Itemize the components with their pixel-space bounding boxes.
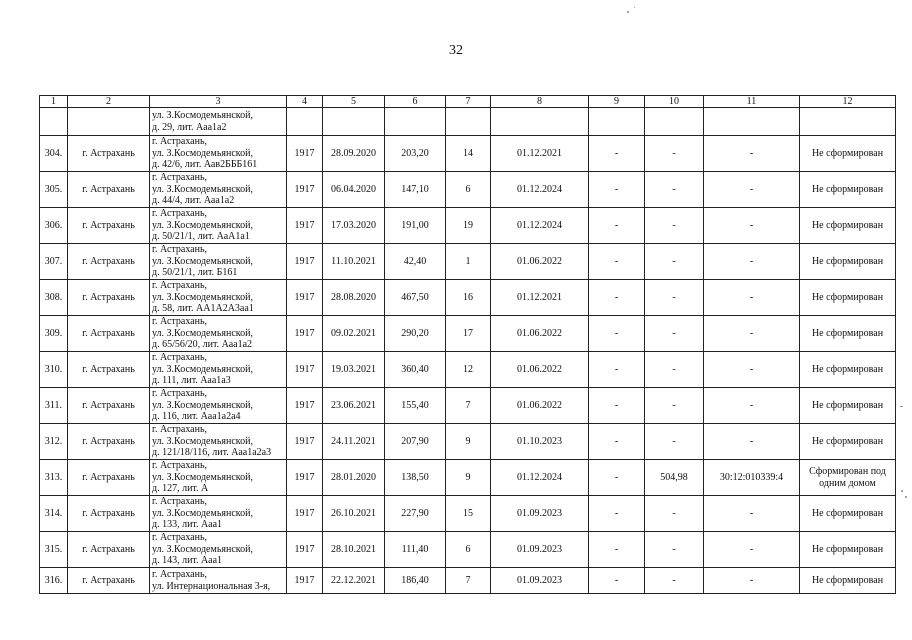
- area-cell: 147,10: [385, 172, 446, 208]
- housing-registry-table: [39, 95, 896, 594]
- row-number-cell: [40, 108, 68, 136]
- address-line: д. 42/6, лит. Аав2БББ161: [152, 159, 258, 171]
- count-cell: 19: [446, 208, 491, 244]
- deadline-cell: 01.10.2023: [491, 424, 589, 460]
- address-line: г. Астрахань,: [152, 532, 208, 544]
- cadastral-number-cell: -: [704, 532, 800, 568]
- count-cell: 6: [446, 172, 491, 208]
- address-line: д. 143, лит. Ааа1: [152, 555, 223, 567]
- land-area-cell: -: [645, 352, 704, 388]
- address-line: ул. З.Космодемьянской,: [152, 183, 253, 195]
- area-cell: 42,40: [385, 244, 446, 280]
- city-cell: г. Астрахань: [68, 244, 150, 280]
- status-cell: Не сформирован: [800, 568, 896, 594]
- column-number: 1: [40, 96, 68, 108]
- column-number: 8: [491, 96, 589, 108]
- col9-cell: [589, 108, 645, 136]
- address-cell: [150, 496, 287, 532]
- col9-cell: -: [589, 244, 645, 280]
- address-line: г. Астрахань,: [152, 208, 208, 220]
- column-number: 2: [68, 96, 150, 108]
- address-line: г. Астрахань,: [152, 316, 208, 328]
- city-cell: г. Астрахань: [68, 388, 150, 424]
- date-cell: 06.04.2020: [323, 172, 385, 208]
- deadline-cell: [491, 108, 589, 136]
- year-cell: 1917: [287, 244, 323, 280]
- status-cell: [800, 108, 896, 136]
- table-row: [40, 316, 896, 352]
- city-cell: г. Астрахань: [68, 280, 150, 316]
- row-number-cell: 314.: [40, 496, 68, 532]
- status-cell: Сформирован под одним домом: [800, 460, 896, 496]
- address-line: д. 44/4, лит. Ааа1а2: [152, 195, 235, 207]
- address-cell: [150, 460, 287, 496]
- row-number-cell: 310.: [40, 352, 68, 388]
- table-row: [40, 568, 896, 594]
- date-cell: 24.11.2021: [323, 424, 385, 460]
- address-cell: [150, 108, 287, 136]
- year-cell: 1917: [287, 388, 323, 424]
- land-area-cell: -: [645, 280, 704, 316]
- date-cell: 22.12.2021: [323, 568, 385, 594]
- address-cell: [150, 172, 287, 208]
- row-number-cell: 315.: [40, 532, 68, 568]
- date-cell: 28.01.2020: [323, 460, 385, 496]
- status-cell: Не сформирован: [800, 352, 896, 388]
- year-cell: 1917: [287, 352, 323, 388]
- address-line: ул. З.Космодемьянской,: [152, 471, 253, 483]
- col9-cell: -: [589, 388, 645, 424]
- address-line: г. Астрахань,: [152, 244, 208, 256]
- date-cell: 28.09.2020: [323, 136, 385, 172]
- cadastral-number-cell: -: [704, 496, 800, 532]
- count-cell: 7: [446, 388, 491, 424]
- address-line: ул. З.Космодемьянской,: [152, 219, 253, 231]
- address-line: г. Астрахань,: [152, 424, 208, 436]
- row-number-cell: 312.: [40, 424, 68, 460]
- area-cell: 290,20: [385, 316, 446, 352]
- column-number: 7: [446, 96, 491, 108]
- year-cell: 1917: [287, 568, 323, 594]
- cadastral-number-cell: -: [704, 388, 800, 424]
- count-cell: [446, 108, 491, 136]
- year-cell: 1917: [287, 172, 323, 208]
- col9-cell: -: [589, 460, 645, 496]
- deadline-cell: 01.12.2021: [491, 280, 589, 316]
- address-line: ул. З.Космодемьянской,: [152, 543, 253, 555]
- col9-cell: -: [589, 352, 645, 388]
- land-area-cell: -: [645, 388, 704, 424]
- address-line: ул. З.Космодемьянской,: [152, 147, 253, 159]
- year-cell: 1917: [287, 424, 323, 460]
- status-cell: Не сформирован: [800, 244, 896, 280]
- address-line: ул. З.Космодемьянской,: [152, 291, 253, 303]
- address-line: д. 127, лит. А: [152, 483, 209, 495]
- status-cell: Не сформирован: [800, 280, 896, 316]
- year-cell: 1917: [287, 316, 323, 352]
- address-cell: [150, 208, 287, 244]
- scan-speck: [634, 7, 635, 8]
- scan-speck: [905, 496, 907, 498]
- land-area-cell: 504,98: [645, 460, 704, 496]
- table-row: [40, 460, 896, 496]
- table-row: [40, 496, 896, 532]
- count-cell: 9: [446, 424, 491, 460]
- address-line: г. Астрахань,: [152, 460, 208, 472]
- address-cell: [150, 352, 287, 388]
- address-cell: [150, 316, 287, 352]
- date-cell: 19.03.2021: [323, 352, 385, 388]
- deadline-cell: 01.12.2021: [491, 136, 589, 172]
- table-row: [40, 244, 896, 280]
- status-cell: Не сформирован: [800, 172, 896, 208]
- land-area-cell: -: [645, 568, 704, 594]
- address-line: д. 116, лит. Ааа1а2а4: [152, 411, 241, 423]
- address-line: ул. З.Космодемьянской,: [152, 435, 253, 447]
- area-cell: [385, 108, 446, 136]
- address-line: ул. З.Космодемьянской,: [152, 255, 253, 267]
- deadline-cell: 01.12.2024: [491, 172, 589, 208]
- city-cell: г. Астрахань: [68, 424, 150, 460]
- address-cell: [150, 388, 287, 424]
- address-line: г. Астрахань,: [152, 280, 208, 292]
- deadline-cell: 01.09.2023: [491, 532, 589, 568]
- column-number: 11: [704, 96, 800, 108]
- address-line: г. Астрахань,: [152, 136, 208, 148]
- city-cell: г. Астрахань: [68, 208, 150, 244]
- city-cell: г. Астрахань: [68, 316, 150, 352]
- address-cell: [150, 280, 287, 316]
- table-row: [40, 208, 896, 244]
- land-area-cell: [645, 108, 704, 136]
- address-cell: [150, 136, 287, 172]
- count-cell: 15: [446, 496, 491, 532]
- column-number-row: [40, 96, 896, 108]
- table-row: [40, 280, 896, 316]
- date-cell: [323, 108, 385, 136]
- address-line: д. 111, лит. Ааа1а3: [152, 375, 231, 387]
- page-number: 32: [449, 43, 463, 58]
- cadastral-number-cell: -: [704, 280, 800, 316]
- table-row: [40, 172, 896, 208]
- year-cell: 1917: [287, 280, 323, 316]
- land-area-cell: -: [645, 244, 704, 280]
- year-cell: 1917: [287, 208, 323, 244]
- area-cell: 186,40: [385, 568, 446, 594]
- area-cell: 203,20: [385, 136, 446, 172]
- year-cell: 1917: [287, 496, 323, 532]
- count-cell: 16: [446, 280, 491, 316]
- city-cell: г. Астрахань: [68, 460, 150, 496]
- row-number-cell: 306.: [40, 208, 68, 244]
- count-cell: 14: [446, 136, 491, 172]
- date-cell: 28.08.2020: [323, 280, 385, 316]
- city-cell: г. Астрахань: [68, 568, 150, 594]
- address-line: д. 50/21/1, лит. Б161: [152, 267, 238, 279]
- deadline-cell: 01.09.2023: [491, 496, 589, 532]
- address-line: г. Астрахань,: [152, 496, 208, 508]
- year-cell: 1917: [287, 460, 323, 496]
- year-cell: [287, 108, 323, 136]
- land-area-cell: -: [645, 424, 704, 460]
- deadline-cell: 01.06.2022: [491, 244, 589, 280]
- address-cell: [150, 424, 287, 460]
- col9-cell: -: [589, 496, 645, 532]
- address-line: г. Астрахань,: [152, 569, 208, 580]
- table-row: [40, 424, 896, 460]
- city-cell: г. Астрахань: [68, 172, 150, 208]
- row-number-cell: 311.: [40, 388, 68, 424]
- area-cell: 111,40: [385, 532, 446, 568]
- land-area-cell: -: [645, 172, 704, 208]
- address-line: ул. Интернациональная 3-я,: [152, 580, 271, 592]
- cadastral-number-cell: -: [704, 568, 800, 594]
- address-line: ул. З.Космодемьянской,: [152, 507, 253, 519]
- address-cell: [150, 532, 287, 568]
- area-cell: 467,50: [385, 280, 446, 316]
- row-number-cell: 305.: [40, 172, 68, 208]
- area-cell: 207,90: [385, 424, 446, 460]
- col9-cell: -: [589, 280, 645, 316]
- col9-cell: -: [589, 172, 645, 208]
- status-cell: Не сформирован: [800, 316, 896, 352]
- area-cell: 227,90: [385, 496, 446, 532]
- deadline-cell: 01.09.2023: [491, 568, 589, 594]
- column-number: 10: [645, 96, 704, 108]
- city-cell: г. Астрахань: [68, 352, 150, 388]
- address-line: ул. З.Космодемьянской,: [152, 399, 253, 411]
- deadline-cell: 01.12.2024: [491, 208, 589, 244]
- address-line: г. Астрахань,: [152, 352, 208, 364]
- count-cell: 12: [446, 352, 491, 388]
- date-cell: 11.10.2021: [323, 244, 385, 280]
- city-cell: г. Астрахань: [68, 532, 150, 568]
- address-line: г. Астрахань,: [152, 388, 208, 400]
- address-line: д. 29, лит. Ааа1а2: [152, 121, 227, 133]
- cadastral-number-cell: -: [704, 172, 800, 208]
- count-cell: 17: [446, 316, 491, 352]
- col9-cell: -: [589, 316, 645, 352]
- status-cell: Не сформирован: [800, 208, 896, 244]
- count-cell: 9: [446, 460, 491, 496]
- address-line: ул. З.Космодемьянской,: [152, 363, 253, 375]
- year-cell: 1917: [287, 136, 323, 172]
- status-cell: Не сформирован: [800, 424, 896, 460]
- date-cell: 09.02.2021: [323, 316, 385, 352]
- address-line: г. Астрахань,: [152, 172, 208, 184]
- address-line: д. 58, лит. АА1А2А3аа1: [152, 303, 254, 315]
- count-cell: 6: [446, 532, 491, 568]
- date-cell: 23.06.2021: [323, 388, 385, 424]
- city-cell: [68, 108, 150, 136]
- date-cell: 17.03.2020: [323, 208, 385, 244]
- land-area-cell: -: [645, 136, 704, 172]
- column-number: 9: [589, 96, 645, 108]
- count-cell: 1: [446, 244, 491, 280]
- address-line: д. 133, лит. Ааа1: [152, 519, 223, 531]
- scan-speck: [900, 406, 903, 407]
- status-cell: Не сформирован: [800, 388, 896, 424]
- cadastral-number-cell: 30:12:010339:4: [704, 460, 800, 496]
- row-number-cell: 307.: [40, 244, 68, 280]
- address-cell: [150, 568, 287, 594]
- date-cell: 28.10.2021: [323, 532, 385, 568]
- address-line: ул. З.Космодемьянской,: [152, 110, 253, 121]
- col9-cell: -: [589, 568, 645, 594]
- row-number-cell: 316.: [40, 568, 68, 594]
- table-row: [40, 388, 896, 424]
- row-number-cell: 308.: [40, 280, 68, 316]
- deadline-cell: 01.06.2022: [491, 316, 589, 352]
- area-cell: 191,00: [385, 208, 446, 244]
- city-cell: г. Астрахань: [68, 496, 150, 532]
- column-number: 6: [385, 96, 446, 108]
- row-number-cell: 313.: [40, 460, 68, 496]
- address-line: ул. З.Космодемьянской,: [152, 327, 253, 339]
- count-cell: 7: [446, 568, 491, 594]
- col9-cell: -: [589, 136, 645, 172]
- area-cell: 360,40: [385, 352, 446, 388]
- scan-speck: [901, 490, 903, 492]
- col9-cell: -: [589, 208, 645, 244]
- col9-cell: -: [589, 424, 645, 460]
- address-line: д. 65/56/20, лит. Ааа1а2: [152, 339, 253, 351]
- deadline-cell: 01.12.2024: [491, 460, 589, 496]
- status-cell: Не сформирован: [800, 136, 896, 172]
- address-line: д. 121/18/116, лит. Ааа1а2а3: [152, 447, 272, 459]
- row-number-cell: 309.: [40, 316, 68, 352]
- cadastral-number-cell: -: [704, 136, 800, 172]
- deadline-cell: 01.06.2022: [491, 388, 589, 424]
- scan-speck: [627, 11, 629, 13]
- cadastral-number-cell: -: [704, 352, 800, 388]
- col9-cell: -: [589, 532, 645, 568]
- column-number: 4: [287, 96, 323, 108]
- column-number: 3: [150, 96, 287, 108]
- land-area-cell: -: [645, 496, 704, 532]
- column-number: 12: [800, 96, 896, 108]
- address-cell: [150, 244, 287, 280]
- cadastral-number-cell: -: [704, 244, 800, 280]
- cadastral-number-cell: [704, 108, 800, 136]
- column-number: 5: [323, 96, 385, 108]
- cadastral-number-cell: -: [704, 208, 800, 244]
- land-area-cell: -: [645, 316, 704, 352]
- area-cell: 155,40: [385, 388, 446, 424]
- status-cell: Не сформирован: [800, 532, 896, 568]
- area-cell: 138,50: [385, 460, 446, 496]
- land-area-cell: -: [645, 208, 704, 244]
- cadastral-number-cell: -: [704, 424, 800, 460]
- table-row: [40, 532, 896, 568]
- table-row: [40, 352, 896, 388]
- land-area-cell: -: [645, 532, 704, 568]
- continuation-row: [40, 108, 896, 136]
- cadastral-number-cell: -: [704, 316, 800, 352]
- address-line: д. 50/21/1, лит. АаА1а1: [152, 231, 250, 243]
- deadline-cell: 01.06.2022: [491, 352, 589, 388]
- city-cell: г. Астрахань: [68, 136, 150, 172]
- year-cell: 1917: [287, 532, 323, 568]
- status-cell: Не сформирован: [800, 496, 896, 532]
- table-row: [40, 136, 896, 172]
- row-number-cell: 304.: [40, 136, 68, 172]
- date-cell: 26.10.2021: [323, 496, 385, 532]
